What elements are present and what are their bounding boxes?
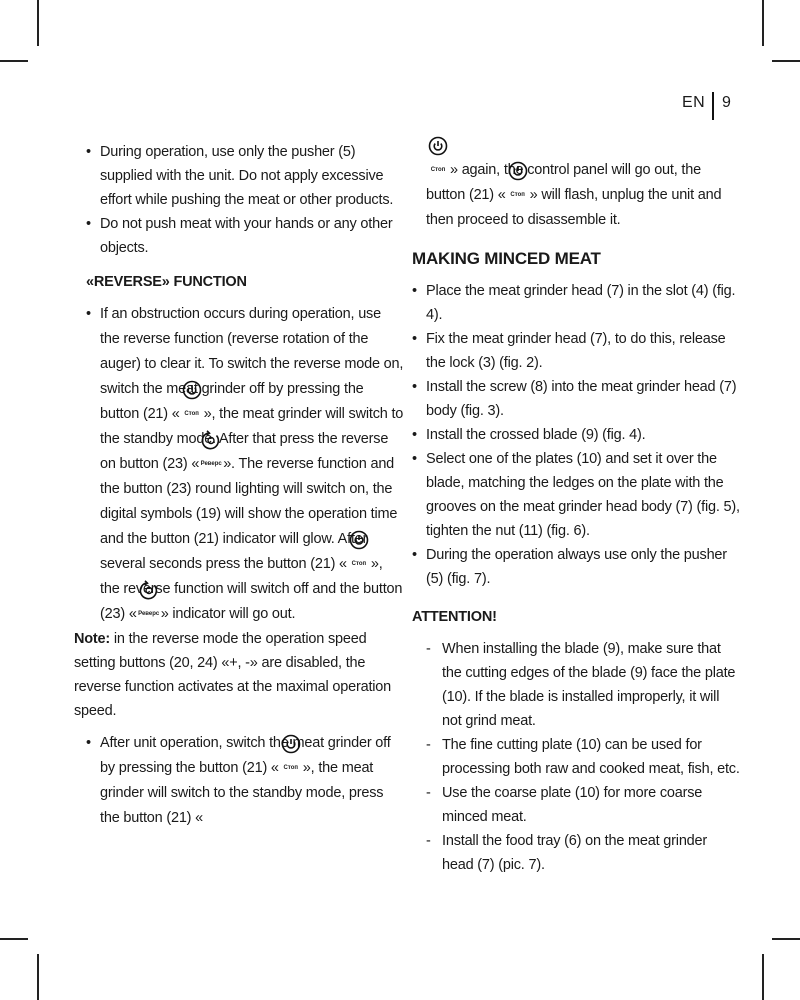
paragraph-text: » indicator will go out. xyxy=(160,606,296,622)
list-item xyxy=(86,212,404,260)
warning-text: Use the coarse plate (10) for more coarse minced meat. xyxy=(442,785,703,825)
warning-text: When installing the blade (9), make sure that the cutting edges of the blade (9) face the plate (10). If the blade is installed improperly, it will not grind meat. xyxy=(442,641,736,729)
left-column xyxy=(74,140,404,831)
section-heading: MAKING MINCED MEAT xyxy=(412,249,601,268)
paragraph-text: », the reverse function will switch off and the button (23) « xyxy=(100,556,403,622)
attention-heading: ATTENTION! xyxy=(412,609,497,625)
list-item xyxy=(412,279,742,327)
paragraph-text: ». The reverse function and the button (23) round lighting will switch on, the digital symbols (19) will show the operation time and the button (21) indicator will glow. After several seconds press the button (21) « xyxy=(100,456,398,572)
standby-button-icon xyxy=(180,404,204,418)
list-item-text: Install the screw (8) into the meat grinder head (7) body (fig. 3). xyxy=(426,379,737,419)
crop-mark xyxy=(762,954,764,1000)
icon-caption: Стоп xyxy=(184,411,199,417)
crop-mark xyxy=(0,60,28,62)
warning-item xyxy=(412,781,742,829)
icon-caption: Стоп xyxy=(283,765,299,771)
page-header xyxy=(660,92,740,122)
paragraph-text: » again, the control panel will go out, the button (21) « xyxy=(426,162,701,203)
list-item-text: Install the crossed blade (9) (fig. 4). xyxy=(426,427,646,443)
list-item-text: Place the meat grinder head (7) in the slot (4) (fig. 4). xyxy=(426,283,736,323)
reverse-button-icon xyxy=(137,604,161,618)
icon-caption: Стоп xyxy=(351,561,367,567)
list-item xyxy=(86,140,404,212)
list-item xyxy=(412,447,742,543)
list-item xyxy=(412,327,742,375)
standby-button-icon xyxy=(426,160,450,174)
continued-paragraph xyxy=(412,140,742,233)
list-item xyxy=(412,543,742,591)
list-item xyxy=(412,423,742,447)
paragraph-text: After unit operation, switch the meat grinder off by pressing the button (21) « xyxy=(100,735,391,776)
list-item-text: During operation, use only the pusher (5) supplied with the unit. Do not apply excessive effort while pushing the meat or other products. xyxy=(100,144,394,208)
standby-button-icon xyxy=(347,554,371,568)
reverse-button-icon xyxy=(199,454,223,468)
page-number: 9 xyxy=(722,94,731,111)
note-label: Note: xyxy=(74,631,111,647)
crop-mark xyxy=(762,0,764,46)
list-item-text: Do not push meat with your hands or any other objects. xyxy=(100,216,393,256)
crop-mark xyxy=(37,0,39,46)
list-item xyxy=(412,375,742,423)
crop-mark xyxy=(772,60,800,62)
section-heading: «REVERSE» FUNCTION xyxy=(86,274,247,290)
standby-button-icon xyxy=(279,758,303,772)
right-column xyxy=(412,140,742,877)
paragraph-text: », the meat grinder will switch to the standby mode, press the button (21) « xyxy=(100,760,384,826)
note-paragraph xyxy=(74,627,404,723)
paragraph-text: » will flash, unplug the unit and then proceed to disassemble it. xyxy=(426,187,722,228)
list-item-text: Fix the meat grinder head (7), to do this, release the lock (3) (fig. 2). xyxy=(426,331,726,371)
note-text: in the reverse mode the operation speed setting buttons (20, 24) «+, -» are disabled, the reverse function activates at the maximal operation speed. xyxy=(74,631,392,719)
warning-item xyxy=(412,637,742,733)
warning-text: The fine cutting plate (10) can be used for processing both raw and cooked meat, fish, etc. xyxy=(442,737,740,777)
paragraph-text: If an obstruction occurs during operation, use the reverse function (reverse rotation of the auger) to clear it. To switch the reverse mode on, switch the meat grinder off by pressing the button (21) « xyxy=(100,306,404,422)
warning-item xyxy=(412,829,742,877)
icon-caption: Стоп xyxy=(510,192,525,198)
list-item xyxy=(86,731,404,831)
icon-caption: Реверс xyxy=(200,461,222,467)
crop-mark xyxy=(772,938,800,940)
list-item-text: Select one of the plates (10) and set it over the blade, matching the ledges on the plate with the grooves on the meat grinder head body (7) (fig. 5), tighten the nut (11) (fig. 6). xyxy=(426,451,740,539)
icon-caption: Стоп xyxy=(430,167,446,173)
warning-item xyxy=(412,733,742,781)
standby-button-icon xyxy=(506,185,530,199)
icon-caption: Реверс xyxy=(138,611,160,617)
crop-mark xyxy=(37,954,39,1000)
paragraph-text: », the meat grinder will switch to the standby mode. After that press the reverse on button (23) « xyxy=(100,406,404,472)
list-item-text: During the operation always use only the pusher (5) (fig. 7). xyxy=(426,547,727,587)
warning-text: Install the food tray (6) on the meat grinder head (7) (pic. 7). xyxy=(442,833,708,873)
header-divider xyxy=(712,92,714,120)
language-code: EN xyxy=(682,94,706,111)
list-item xyxy=(86,302,404,627)
crop-mark xyxy=(0,938,28,940)
